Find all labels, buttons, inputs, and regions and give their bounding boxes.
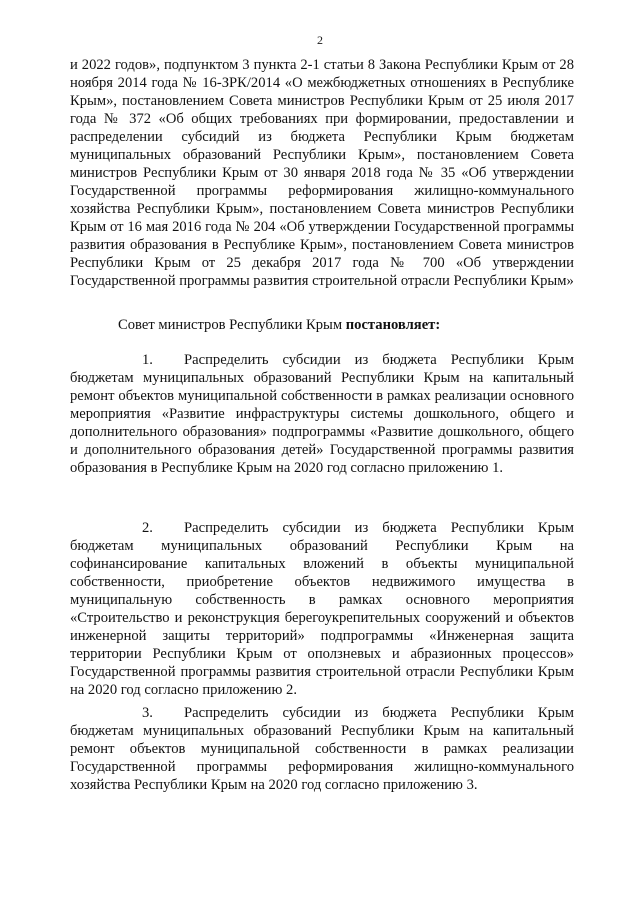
list-item — [70, 351, 574, 477]
page-number: 2 — [317, 33, 323, 47]
item-number: 3. — [142, 705, 153, 721]
item-text: Распределить субсидии из бюджета Республики Крым бюджетам муниципальных образований Республики Крым на капитальный ремонт объектов муниципальной собственности в рамках реализации Государственной программы реформирования жилищно-коммунального хозяйства Республики Крым на 2020 год согласно приложению 3. — [70, 705, 574, 793]
intro-paragraph: и 2022 годов», подпунктом 3 пункта 2-1 статьи 8 Закона Республики Крым от 28 ноября 2014 года № 16-ЗРК/2014 «О межбюджетных отношениях в Республике Крым», постановлением Совета министров Республики Крым от 25 июля 2017 года № 372 «Об общих требованиях при формировании, предоставлении и распределении субсидий из бюджета Республики Крым бюджетам муниципальных образований Республики Крым», постановлением Совета министров Республики Крым от 30 января 2018 года № 35 «Об утверждении Государственной программы реформирования жилищно-коммунального хозяйства Республики Крым», постановлением Совета министров Республики Крым от 16 мая 2016 года № 204 «Об утверждении Государственной программы развития образования в Республике Крым», постановлением Совета министров Республики Крым от 25 декабря 2017 года № 700 «Об утверждении Государственной программы развития строительной отрасли Республики Крым» — [70, 57, 574, 289]
item-number: 1. — [142, 352, 153, 368]
resolution-keyword: постановляет: — [345, 317, 441, 333]
list-item — [70, 704, 574, 794]
item-text: Распределить субсидии из бюджета Республики Крым бюджетам муниципальных образований Республики Крым на капитальный ремонт объектов муниципальной собственности в рамках реализации основного мероприятия «Развитие инфраструктуры системы дошкольного, общего и дополнительного образования» подпрограммы «Развитие дошкольного, общего и дополнительного образования детей» Государственной программы развития образования в Республике Крым на 2020 год согласно приложению 1. — [70, 352, 574, 476]
item-number: 2. — [142, 520, 153, 536]
item-text: Распределить субсидии из бюджета Республики Крым бюджетам муниципальных образований Республики Крым на софинансирование капитальных вложений в объекты муниципальной собственности, приобретение объектов недвижимого имущества в муниципальную собственность в рамках основного мероприятия «Строительство и реконструкция берегоукрепительных сооружений и объектов инженерной защиты территорий» подпрограммы «Инженерная защита территории Республики Крым от оползневых и абразионных процессов» Государственной программы развития строительной отрасли Республики Крым на 2020 год согласно приложению 2. — [70, 520, 574, 698]
resolution-prefix: Совет министров Республики Крым — [118, 317, 346, 333]
resolution-line — [118, 316, 574, 334]
list-item — [70, 519, 574, 699]
